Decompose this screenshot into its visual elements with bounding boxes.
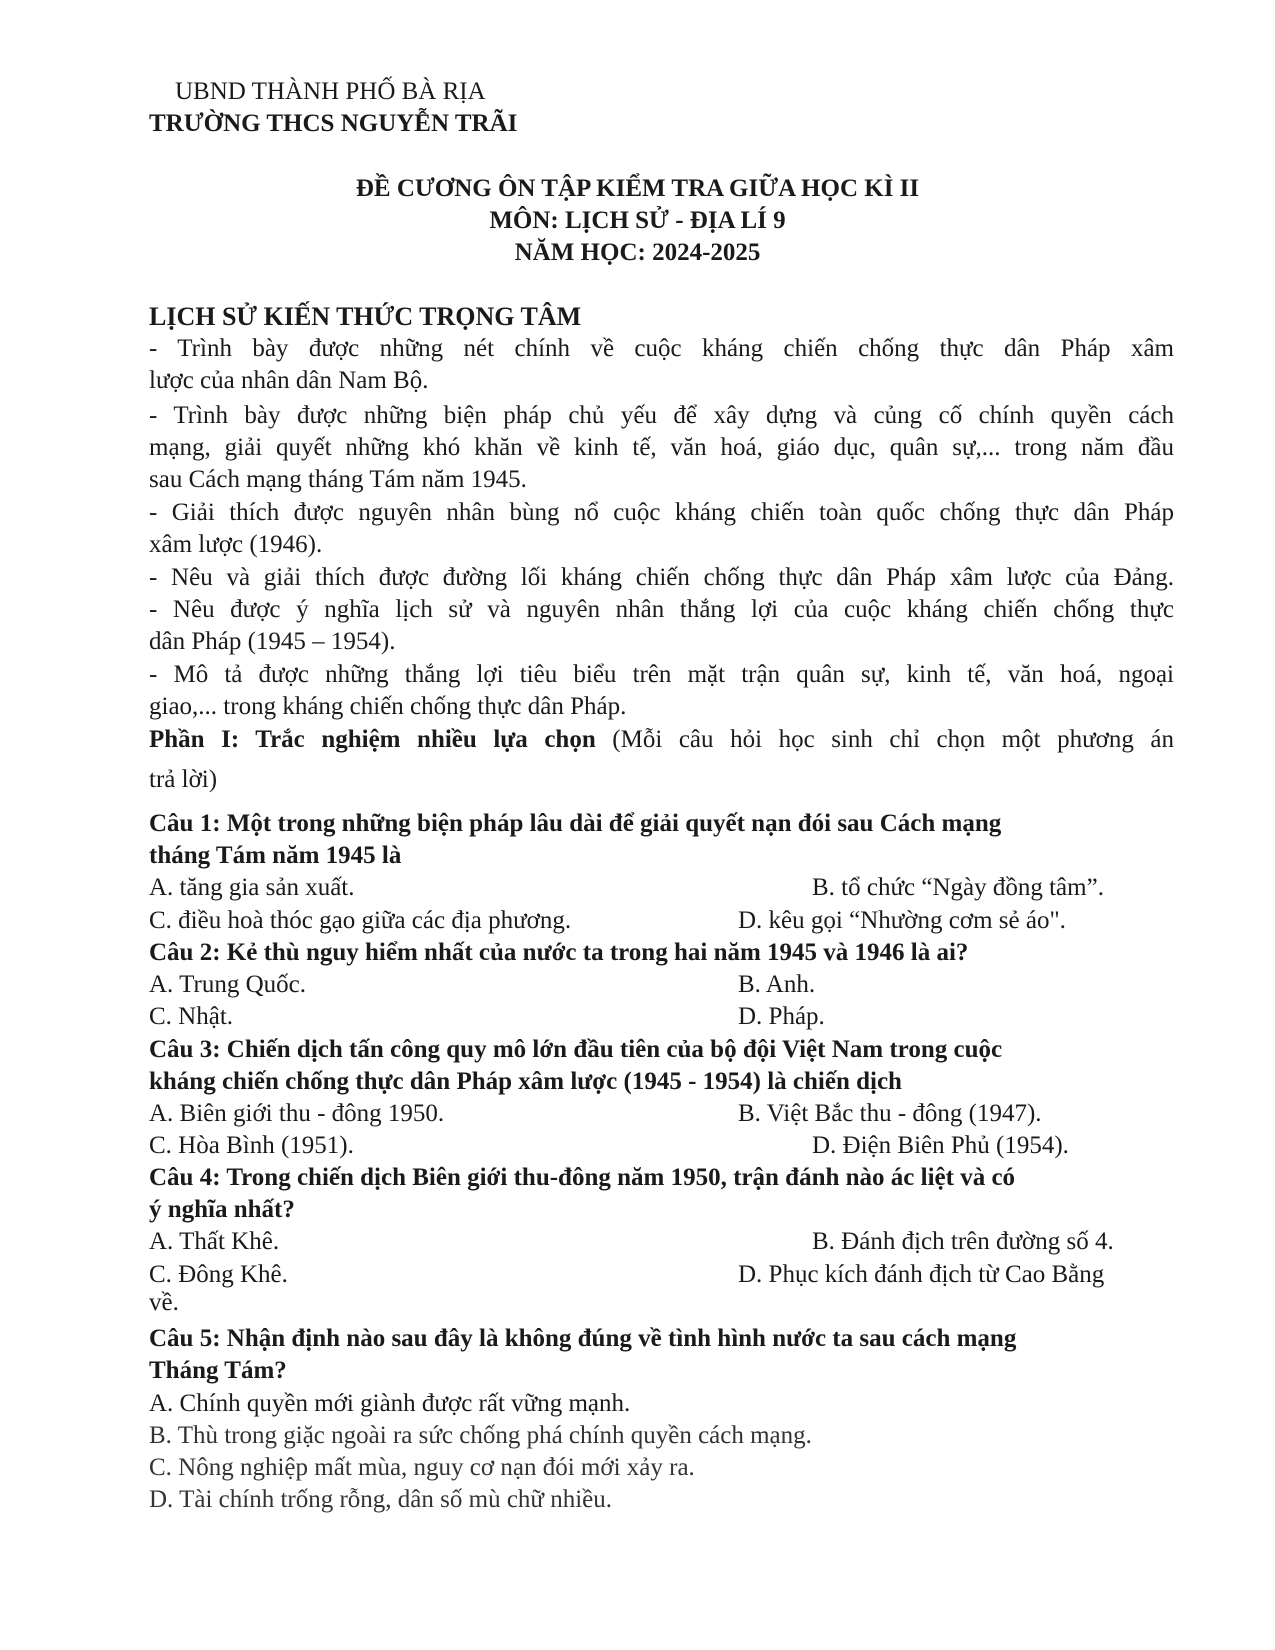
question-2-option-d: D. Pháp. xyxy=(738,1003,825,1030)
question-3-text: kháng chiến chống thực dân Pháp xâm lược (1945 - 1954) là chiến dịch xyxy=(149,1068,902,1095)
question-2-option-b: B. Anh. xyxy=(738,971,816,998)
question-4-option-d: D. Phục kích đánh địch từ Cao Bằng xyxy=(738,1261,1105,1288)
question-3-option-c: C. Hòa Bình (1951). xyxy=(149,1132,354,1159)
org-name: UBND THÀNH PHỐ BÀ RỊA xyxy=(175,78,486,105)
section-line: - Nêu và giải thích được đường lối kháng chiến chống thực dân Pháp xâm lược của Đảng. xyxy=(149,564,1174,591)
question-5-text: Câu 5: Nhận định nào sau đây là không đúng về tình hình nước ta sau cách mạng xyxy=(149,1325,1017,1352)
question-2-text: Câu 2: Kẻ thù nguy hiểm nhất của nước ta trong hai năm 1945 và 1946 là ai? xyxy=(149,939,969,966)
section-line: - Mô tả được những thắng lợi tiêu biểu trên mặt trận quân sự, kinh tế, văn hoá, ngoại xyxy=(149,661,1174,688)
section-line: lược của nhân dân Nam Bộ. xyxy=(149,367,429,394)
question-4-option-b: B. Đánh địch trên đường số 4. xyxy=(812,1228,1114,1255)
section-line: dân Pháp (1945 – 1954). xyxy=(149,628,396,655)
section-line: - Trình bày được những biện pháp chủ yếu để xây dựng và củng cố chính quyền cách xyxy=(149,402,1174,429)
question-1-text: Câu 1: Một trong những biện pháp lâu dài để giải quyết nạn đói sau Cách mạng xyxy=(149,810,1002,837)
question-2-option-a: A. Trung Quốc. xyxy=(149,971,306,998)
question-3-option-a: A. Biên giới thu - đông 1950. xyxy=(149,1100,445,1127)
part1-title-bold: Phần I: Trắc nghiệm nhiều lựa chọn xyxy=(149,726,596,753)
question-4-option-d-cont: về. xyxy=(149,1289,179,1316)
question-5-option-b: B. Thù trong giặc ngoài ra sức chống phá chính quyền cách mạng. xyxy=(149,1422,812,1449)
question-3-option-d: D. Điện Biên Phủ (1954). xyxy=(812,1132,1069,1159)
section-line: - Trình bày được những nét chính về cuộc kháng chiến chống thực dân Pháp xâm xyxy=(149,335,1174,362)
question-5-option-c: C. Nông nghiệp mất mùa, nguy cơ nạn đói mới xảy ra. xyxy=(149,1454,695,1481)
question-5-option-d: D. Tài chính trống rỗng, dân số mù chữ nhiều. xyxy=(149,1486,613,1513)
question-1-option-b: B. tổ chức “Ngày đồng tâm”. xyxy=(812,874,1104,901)
question-5-text: Tháng Tám? xyxy=(149,1357,287,1384)
section-line: - Giải thích được nguyên nhân bùng nổ cuộc kháng chiến toàn quốc chống thực dân Pháp xyxy=(149,499,1174,526)
school-name: TRƯỜNG THCS NGUYỄN TRÃI xyxy=(149,110,518,137)
part1-title xyxy=(149,724,1174,756)
section-line: mạng, giải quyết những khó khăn về kinh tế, văn hoá, giáo dục, quân sự,... trong năm đầu xyxy=(149,434,1174,461)
question-4-text: Câu 4: Trong chiến dịch Biên giới thu-đông năm 1950, trận đánh nào ác liệt và có xyxy=(149,1164,1016,1191)
question-1-option-d: D. kêu gọi “Nhường cơm sẻ áo". xyxy=(738,907,1066,934)
question-2-option-c: C. Nhật. xyxy=(149,1003,234,1030)
question-3-text: Câu 3: Chiến dịch tấn công quy mô lớn đầu tiên của bộ đội Việt Nam trong cuộc xyxy=(149,1036,1003,1063)
question-1-option-c: C. điều hoà thóc gạo giữa các địa phương. xyxy=(149,907,572,934)
part1-title-cont: trả lời) xyxy=(149,766,218,793)
doc-title-line3: NĂM HỌC: 2024-2025 xyxy=(514,239,761,266)
part1-title-rest: (Mỗi câu hỏi học sinh chỉ chọn một phương án xyxy=(612,726,1174,753)
question-4-option-c: C. Đông Khê. xyxy=(149,1261,288,1288)
question-4-option-a: A. Thất Khê. xyxy=(149,1228,280,1255)
question-1-option-a: A. tăng gia sản xuất. xyxy=(149,874,355,901)
doc-title-line1: ĐỀ CƯƠNG ÔN TẬP KIỂM TRA GIỮA HỌC KÌ II xyxy=(355,175,920,202)
question-5-option-a: A. Chính quyền mới giành được rất vững mạnh. xyxy=(149,1390,631,1417)
question-1-text: tháng Tám năm 1945 là xyxy=(149,842,402,869)
section-line: - Nêu được ý nghĩa lịch sử và nguyên nhân thắng lợi của cuộc kháng chiến chống thực xyxy=(149,596,1174,623)
question-4-text: ý nghĩa nhất? xyxy=(149,1196,295,1223)
section-line: giao,... trong kháng chiến chống thực dân Pháp. xyxy=(149,693,627,720)
section-line: xâm lược (1946). xyxy=(149,531,323,558)
doc-title-line2: MÔN: LỊCH SỬ - ĐỊA LÍ 9 xyxy=(489,207,786,234)
question-3-option-b: B. Việt Bắc thu - đông (1947). xyxy=(738,1100,1042,1127)
section-heading: LỊCH SỬ KIẾN THỨC TRỌNG TÂM xyxy=(149,302,582,331)
section-line: sau Cách mạng tháng Tám năm 1945. xyxy=(149,466,527,493)
